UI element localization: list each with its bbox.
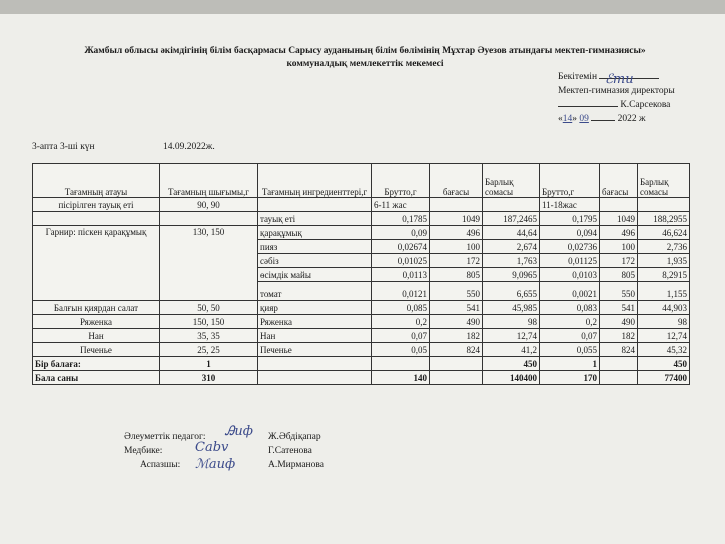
- cook-signature: ℳаиф: [195, 457, 236, 472]
- ingredient-name: томат: [258, 282, 372, 301]
- price-1: 172: [430, 254, 483, 268]
- approval-signature-line: [558, 106, 618, 107]
- col-header: Тағамның атауы: [33, 164, 160, 198]
- sum-2: 45,32: [638, 343, 690, 357]
- approval-day: 14: [562, 114, 573, 124]
- title-line-2: коммуналдық мемлекеттік мекемесі: [286, 59, 444, 69]
- children-row: [33, 371, 690, 385]
- sum-1: 45,985: [483, 301, 540, 315]
- dish-yield: 25, 25: [160, 343, 258, 357]
- brutto-1: 0,1785: [372, 212, 430, 226]
- sum-2: 8,2915: [638, 268, 690, 282]
- children-sum-1: 140400: [483, 371, 540, 385]
- per-child-label: Бір балаға:: [33, 357, 160, 371]
- sum-1: 1,763: [483, 254, 540, 268]
- price-1: 550: [430, 282, 483, 301]
- price-2: 182: [600, 329, 638, 343]
- price-2: 172: [600, 254, 638, 268]
- price-1: 1049: [430, 212, 483, 226]
- brutto-1: 0,01025: [372, 254, 430, 268]
- dish-name: Балғын қиярдан салат: [33, 301, 160, 315]
- price-2: 1049: [600, 212, 638, 226]
- role-cook: Аспазшы:: [140, 460, 181, 470]
- brutto-2: 0,01125: [540, 254, 600, 268]
- price-1: 824: [430, 343, 483, 357]
- brutto-1: 0,09: [372, 226, 430, 240]
- per-child-sum-2: 450: [638, 357, 690, 371]
- approval-year-line: [591, 120, 615, 121]
- table-header-row: [33, 164, 690, 198]
- ingredient-name: Печенье: [258, 343, 372, 357]
- sum-1: 6,655: [483, 282, 540, 301]
- brutto-2: 0,1795: [540, 212, 600, 226]
- price-1: 496: [430, 226, 483, 240]
- ingredient-name: қияр: [258, 301, 372, 315]
- approval-label: Бекітемін: [558, 72, 598, 82]
- price-2: 490: [600, 315, 638, 329]
- dish-yield: 150, 150: [160, 315, 258, 329]
- name-nurse: Г.Сатенова: [268, 446, 312, 456]
- dish-name: Печенье: [33, 343, 160, 357]
- per-child-sum-1: 450: [483, 357, 540, 371]
- col-header: Барлық сомасы: [483, 164, 540, 198]
- brutto-2: 0,02736: [540, 240, 600, 254]
- age-group-1: 6-11 жас: [372, 198, 430, 212]
- children-total: 310: [160, 371, 258, 385]
- price-1: 490: [430, 315, 483, 329]
- price-2: 805: [600, 268, 638, 282]
- sum-1: 9,0965: [483, 268, 540, 282]
- dish-yield: 35, 35: [160, 329, 258, 343]
- dish-name: пісірілген тауық еті: [33, 198, 160, 212]
- pedagogue-signature: Ꭿиф: [225, 424, 253, 439]
- brutto-1: 0,02674: [372, 240, 430, 254]
- name-cook: А.Мирманова: [268, 460, 324, 470]
- table-row: [33, 212, 690, 226]
- per-child-row: [33, 357, 690, 371]
- brutto-2: 0,0103: [540, 268, 600, 282]
- date-mid-quote: »: [572, 114, 577, 124]
- brutto-1: 0,05: [372, 343, 430, 357]
- col-header: Брутто,г: [540, 164, 600, 198]
- sum-1: 98: [483, 315, 540, 329]
- brutto-2: 0,055: [540, 343, 600, 357]
- role-social-pedagogue: Әлеуметтік педагог:: [124, 432, 206, 442]
- sum-2: 2,736: [638, 240, 690, 254]
- children-label: Бала саны: [33, 371, 160, 385]
- sum-1: 187,2465: [483, 212, 540, 226]
- per-child-count: 1: [160, 357, 258, 371]
- brutto-1: 0,085: [372, 301, 430, 315]
- sum-2: 1,155: [638, 282, 690, 301]
- sum-1: 2,674: [483, 240, 540, 254]
- sum-1: 41,2: [483, 343, 540, 357]
- director-signature: ℰmu: [605, 72, 634, 87]
- document-title: [20, 45, 710, 71]
- sum-2: 188,2955: [638, 212, 690, 226]
- price-2: 541: [600, 301, 638, 315]
- date-open-quote: «: [558, 114, 563, 124]
- nurse-signature: Cabv: [195, 440, 229, 455]
- dish-name: Ряженка: [33, 315, 160, 329]
- per-child-brutto-2: 1: [540, 357, 600, 371]
- children-brutto-2: 170: [540, 371, 600, 385]
- ingredient-name: Нан: [258, 329, 372, 343]
- photo-edge-shadow: [0, 0, 725, 14]
- age-group-2: 11-18жас: [540, 198, 600, 212]
- name-pedagogue: Ж.Әбдіқапар: [268, 432, 321, 442]
- approval-month: 09: [579, 114, 589, 124]
- dish-yield: 130, 150: [160, 226, 258, 301]
- table-row: [33, 301, 690, 315]
- price-2: 496: [600, 226, 638, 240]
- title-line-1: Жамбыл облысы әкімдігінің білім басқармасы Сарысу ауданының білім бөлімінің Мұхтар Әуезов атындағы мектеп-гимназиясы»: [84, 46, 646, 56]
- approval-year: 2022 ж: [617, 114, 646, 124]
- sum-2: 12,74: [638, 329, 690, 343]
- col-header: бағасы: [430, 164, 483, 198]
- price-1: 541: [430, 301, 483, 315]
- col-header: Тағамның ингредиенттері,г: [258, 164, 372, 198]
- signature-names: [268, 430, 324, 472]
- table-row: [33, 329, 690, 343]
- sum-1: 12,74: [483, 329, 540, 343]
- brutto-1: 0,0113: [372, 268, 430, 282]
- col-header: Барлық сомасы: [638, 164, 690, 198]
- ingredient-name: өсімдік майы: [258, 268, 372, 282]
- price-2: 550: [600, 282, 638, 301]
- brutto-1: 0,2: [372, 315, 430, 329]
- dish-yield: 90, 90: [160, 198, 258, 212]
- price-2: 100: [600, 240, 638, 254]
- brutto-2: 0,083: [540, 301, 600, 315]
- children-sum-2: 77400: [638, 371, 690, 385]
- approval-director: К.Сарсекова: [620, 100, 671, 110]
- sum-2: 98: [638, 315, 690, 329]
- col-header: бағасы: [600, 164, 638, 198]
- col-header: Тағамның шығымы,г: [160, 164, 258, 198]
- price-1: 805: [430, 268, 483, 282]
- role-nurse: Медбике:: [124, 446, 163, 456]
- dish-yield: 50, 50: [160, 301, 258, 315]
- table-row: [33, 226, 690, 240]
- brutto-2: 0,2: [540, 315, 600, 329]
- signature-roles: [124, 430, 206, 472]
- sum-1: 44,64: [483, 226, 540, 240]
- ingredient-name: Ряженка: [258, 315, 372, 329]
- price-2: 824: [600, 343, 638, 357]
- brutto-2: 0,0021: [540, 282, 600, 301]
- price-1: 182: [430, 329, 483, 343]
- table-row: [33, 343, 690, 357]
- sum-2: 1,935: [638, 254, 690, 268]
- ingredient-name: сәбіз: [258, 254, 372, 268]
- table-row: [33, 315, 690, 329]
- sum-2: 44,903: [638, 301, 690, 315]
- brutto-2: 0,094: [540, 226, 600, 240]
- dish-name: Нан: [33, 329, 160, 343]
- menu-table: [32, 163, 690, 385]
- dish-name: Гарнир: піскен қарақұмық: [33, 226, 160, 301]
- price-1: 100: [430, 240, 483, 254]
- ingredient-name: пияз: [258, 240, 372, 254]
- sum-2: 46,624: [638, 226, 690, 240]
- brutto-2: 0,07: [540, 329, 600, 343]
- children-brutto-1: 140: [372, 371, 430, 385]
- ingredient-name: қарақұмық: [258, 226, 372, 240]
- col-header: Брутто,г: [372, 164, 430, 198]
- approval-position: Мектеп-гимназия директоры: [558, 86, 675, 96]
- menu-date: 14.09.2022ж.: [163, 142, 215, 152]
- table-row: [33, 198, 690, 212]
- brutto-1: 0,0121: [372, 282, 430, 301]
- ingredient-name: тауық еті: [258, 212, 372, 226]
- week-day: 3-апта 3-ші күн: [32, 142, 95, 152]
- brutto-1: 0,07: [372, 329, 430, 343]
